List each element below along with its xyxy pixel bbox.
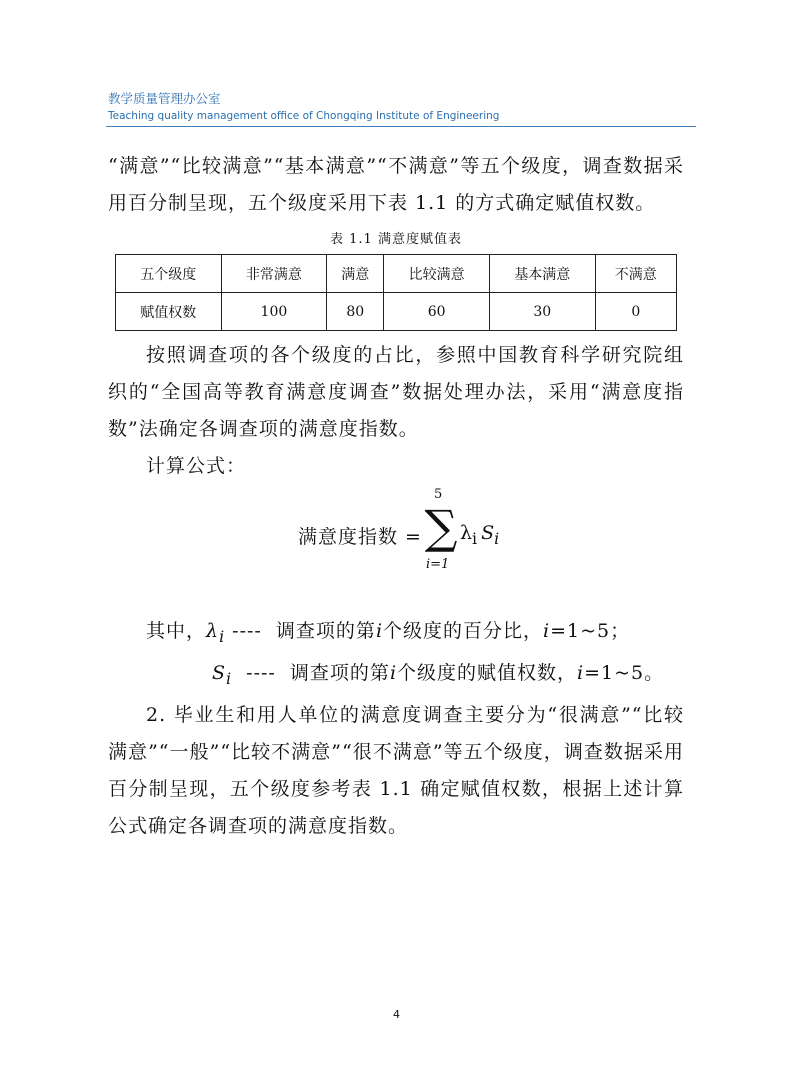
table-cell: 赋值权数 [116,293,222,331]
table-cell: 60 [384,293,490,331]
lambda-symbol: λ [460,522,473,544]
header-divider [106,126,696,127]
definition-text: ---- 调查项的第 [232,661,390,684]
formula-label: 满意度指数 = [298,526,422,548]
document-body [108,148,684,845]
table-cell: 基本满意 [489,255,595,293]
table-cell: 非常满意 [221,255,327,293]
s-subscript: i [494,528,500,548]
definition-text: ---- 调查项的第 [225,620,376,642]
paragraph-levels: “满意”“比较满意”“基本满意”“不满意”等五个级度，调查数据采用百分制呈现，五个级度采用下表 1.1 的方式确定赋值权数。 [108,155,684,214]
sum-lower-limit: i=1 [426,557,450,572]
lambda-symbol: λ [206,620,220,642]
definition-prefix: 其中， [146,620,207,642]
table-cell: 30 [489,293,595,331]
index-symbol: i [375,620,384,642]
formula-term [460,522,499,548]
index-symbol: i [389,661,398,684]
s-subscript: i [226,668,233,688]
paragraph-graduates: 2. 毕业生和用人单位的满意度调查主要分为“很满意”“比较满意”“一般”“比较不满意”“很不满意”等五个级度，调查数据采用百分制呈现，五个级度参考表 1.1 确定赋值权数，根据上述计算公式确定各调查项的满意度指数。 [108,703,684,837]
index-range: =1~5。 [584,661,665,684]
lambda-subscript: i [219,626,226,646]
table-cell: 80 [327,293,384,331]
satisfaction-weight-table [115,254,677,331]
table-cell: 满意 [327,255,384,293]
table-cell: 不满意 [595,255,676,293]
table-row [116,293,677,331]
table-cell: 100 [221,293,327,331]
paragraph-method: 按照调查项的各个级度的占比，参照中国教育科学研究院组织的“全国高等教育满意度调查”数据处理办法，采用“满意度指数”法确定各调查项的满意度指数。 [108,344,684,440]
table-cell: 0 [595,293,676,331]
table-caption: 表 1.1 满意度赋值表 [330,232,462,247]
definition-lambda [108,613,684,655]
page-header [108,90,696,124]
definition-text: 个级度的百分比， [383,620,544,642]
lambda-subscript: i [472,528,478,548]
s-symbol: S [481,522,495,544]
table-cell: 五个级度 [116,255,222,293]
index-symbol: i [543,620,551,642]
formula-intro: 计算公式： [146,455,247,477]
definition-text: 个级度的赋值权数， [397,661,578,684]
index-range: =1~5； [550,620,631,642]
table-header-row [116,255,677,293]
sum-upper-limit: 5 [434,487,443,502]
table-cell: 比较满意 [384,255,490,293]
page-number: 4 [393,1008,400,1021]
s-symbol: S [212,661,227,684]
formula-block [108,487,684,583]
definition-s [108,655,684,697]
index-symbol: i [577,661,585,684]
sum-symbol: ∑ [424,500,458,554]
header-title-cn: 教学质量管理办公室 [108,91,221,106]
header-title-en: Teaching quality management office of Chongqing Institute of Engineering [108,110,500,122]
